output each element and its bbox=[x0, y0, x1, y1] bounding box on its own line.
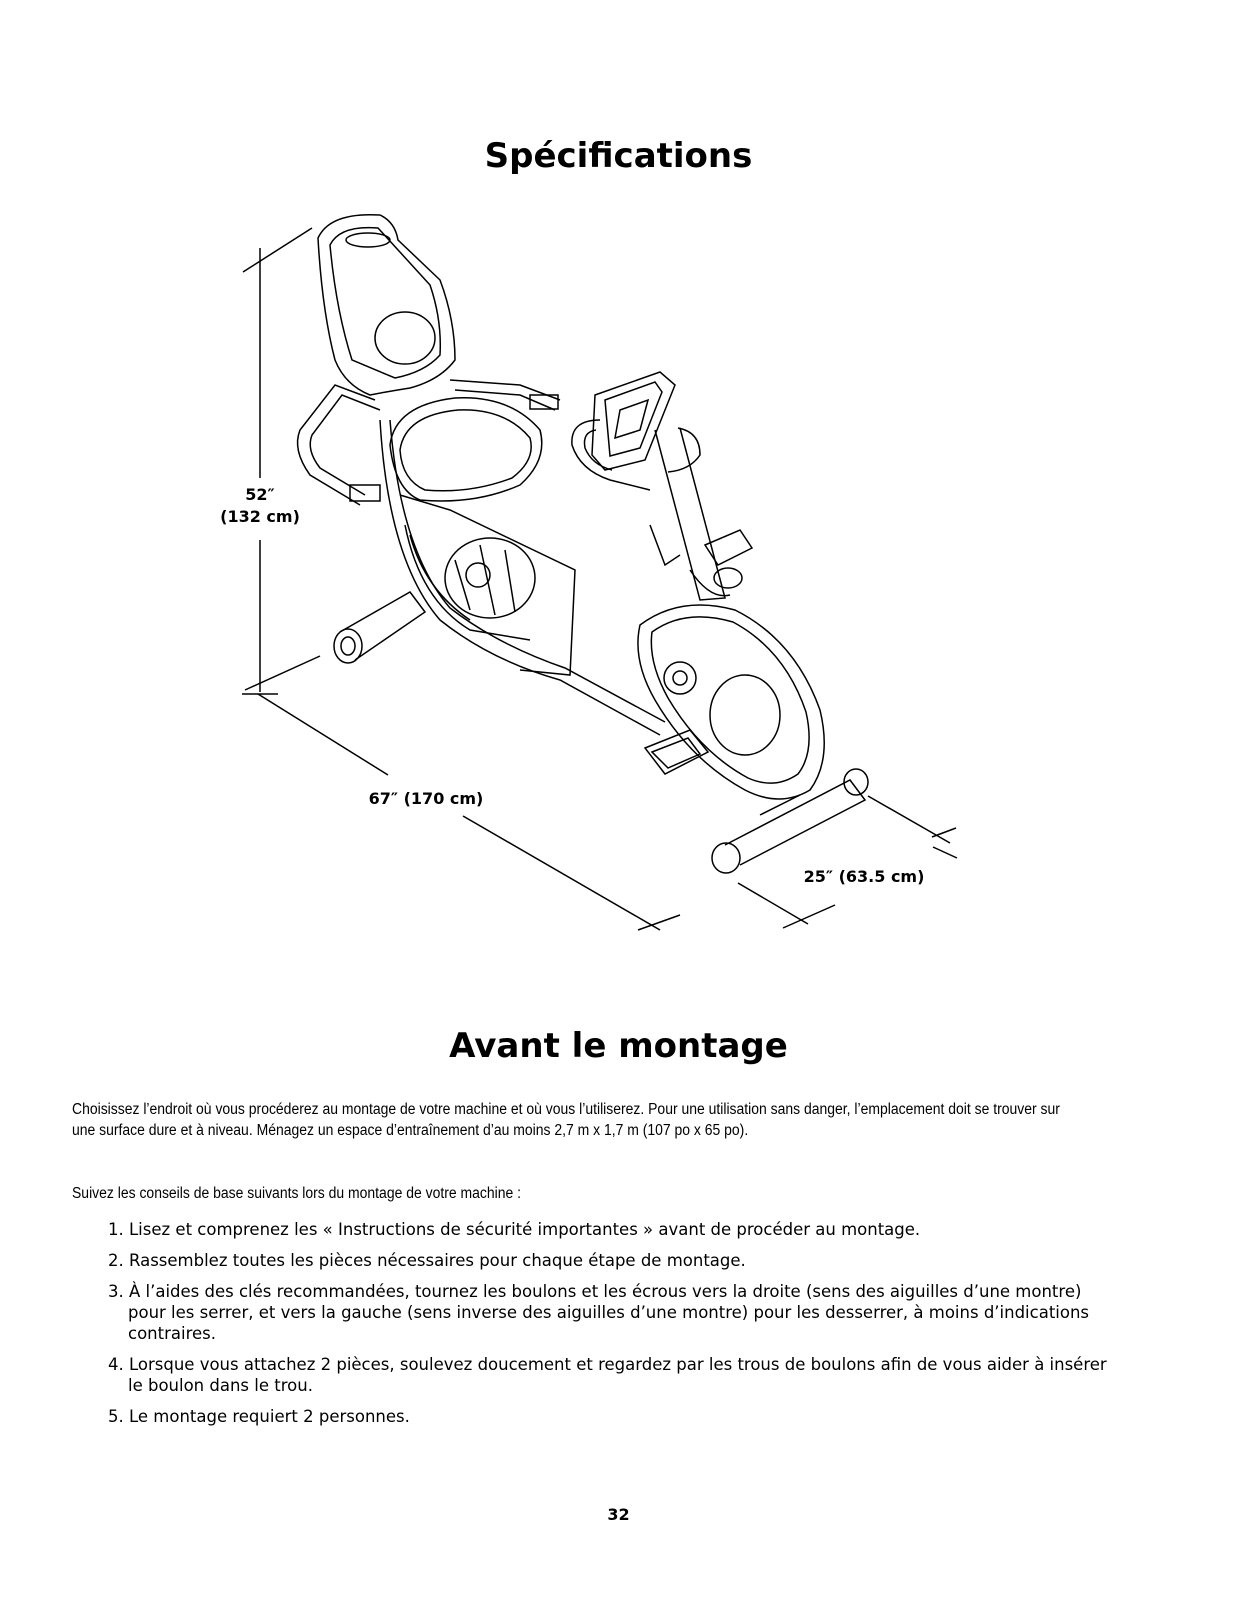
rear-stabilizer bbox=[334, 592, 425, 663]
tips-intro-paragraph: Suivez les conseils de base suivants lors du montage de votre machine : bbox=[72, 1185, 521, 1202]
specifications-title: Spécifications bbox=[484, 136, 753, 176]
height-inches: 52″ bbox=[245, 485, 275, 504]
seat-back bbox=[318, 215, 455, 395]
page-number: 32 bbox=[607, 1505, 630, 1524]
height-dimension-label bbox=[208, 484, 312, 528]
console bbox=[592, 372, 675, 470]
intro-paragraph: Choisissez l’endroit où vous procéderez au montage de votre machine et où vous l’utiliserez. Pour une utilisation sans danger, l’emplacement doit se trouver sur une surface dure et à niveau. Ménagez un espace d’entraînement d’au moins 2,7 m x 1,7 m (107 po x 65 po). bbox=[72, 1101, 1060, 1139]
assembly-steps-list bbox=[108, 1219, 1118, 1437]
pedals bbox=[645, 530, 752, 774]
list-item: 1. Lisez et comprenez les « Instructions de sécurité importantes » avant de procéder au montage. bbox=[108, 1220, 921, 1239]
height-dimension-line bbox=[243, 228, 320, 692]
length-dimension-label: 67″ (170 cm) bbox=[368, 789, 484, 808]
width-dimension-label: 25″ (63.5 cm) bbox=[803, 867, 925, 886]
length-dimension-line bbox=[242, 694, 680, 930]
list-item: 5. Le montage requiert 2 personnes. bbox=[108, 1407, 410, 1426]
list-item: 4. Lorsque vous attachez 2 pièces, soulevez doucement et regardez par les trous de boulons afin de vous aider à insérer le boulon dans le trou. bbox=[108, 1355, 1107, 1395]
height-cm: (132 cm) bbox=[220, 507, 300, 526]
width-dimension-line bbox=[738, 796, 957, 928]
flywheel-housing bbox=[638, 605, 824, 799]
seat-rail-basket bbox=[400, 495, 575, 675]
side-handlebars bbox=[298, 380, 560, 505]
assembly-title: Avant le montage bbox=[449, 1026, 788, 1066]
list-item: 2. Rassemblez toutes les pièces nécessaires pour chaque étape de montage. bbox=[108, 1251, 746, 1270]
seat-cushion bbox=[390, 398, 542, 501]
list-item: 3. À l’aides des clés recommandées, tournez les boulons et les écrous vers la droite (sens des aiguilles d’une montre) pour les serrer, et vers la gauche (sens inverse des aiguilles d’une montre) pour les desserrer, à moins d’indications contraires. bbox=[108, 1282, 1090, 1343]
console-mast bbox=[650, 428, 730, 600]
